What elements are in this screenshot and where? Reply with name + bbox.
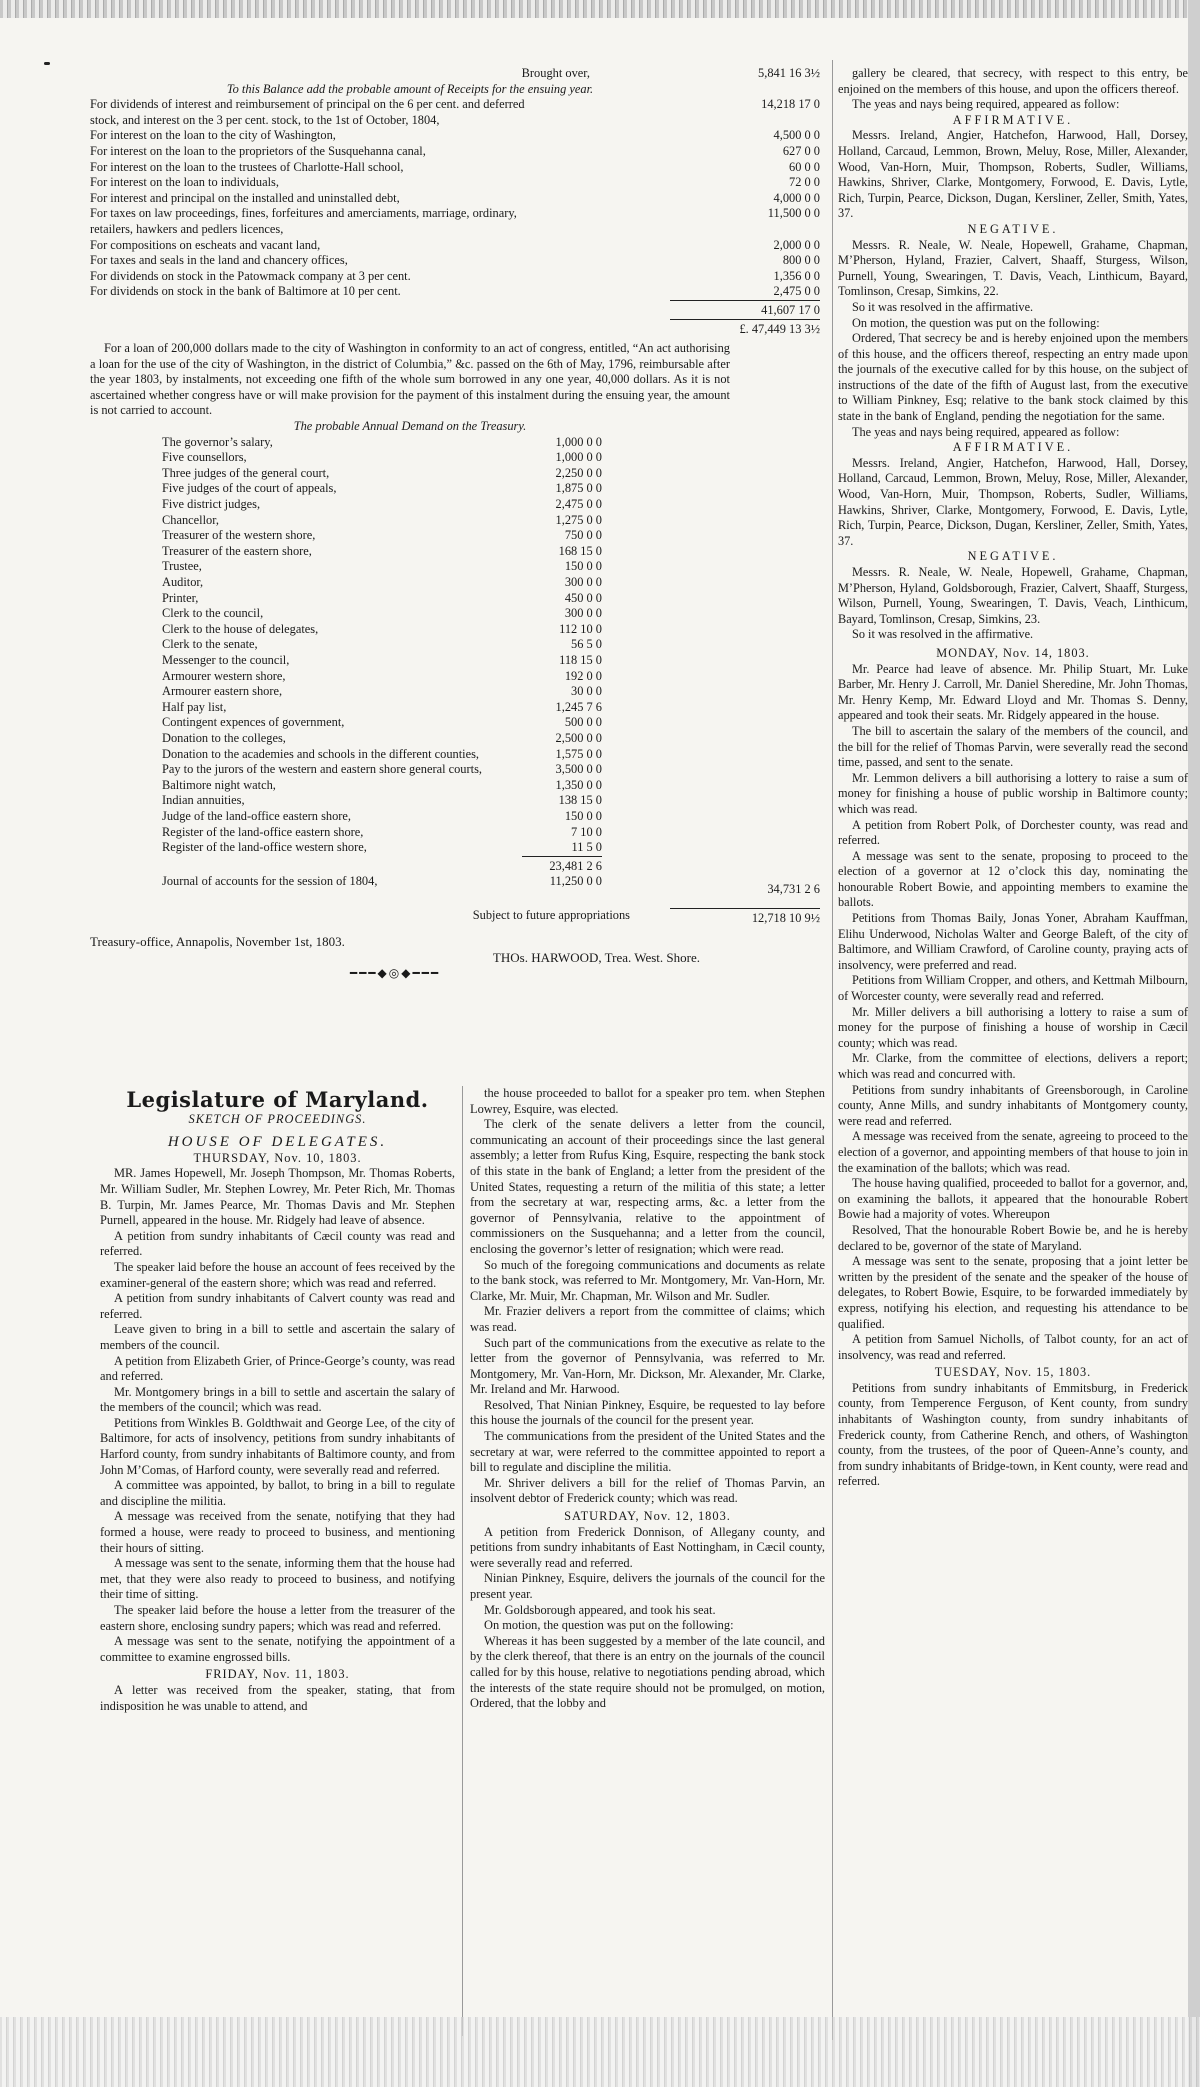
proceeding-paragraph: Ordered, That secrecy be and is hereby enjoined upon the members of this house, and the officers thereof, respecting an entry made upon the journals of the executive called for by this house, on the subject of instructions of the date of the fifth of August last, from the executive to William Pinkney, Esq; relative to the bank stock claimed by this state in the bank of England, pending the negotiation for the same.: [838, 331, 1188, 424]
line-item-amount: 1,350 0 0: [555, 777, 602, 792]
column-rule: [832, 60, 833, 2040]
line-item-amount: 112 10 0: [559, 621, 602, 636]
proceeding-paragraph: Mr. Miller delivers a bill authorising a lottery to raise a sum of money for the purpose of finishing a house of worship in Cæcil county; which was read.: [838, 1004, 1188, 1050]
line-item-label: The governor’s salary,: [162, 434, 273, 449]
proceeding-paragraph: Petitions from sundry inhabitants of Greensborough, in Caroline county, Anne Mills, and sundry inhabitants of Montgomery county, were read and referred.: [838, 1082, 1188, 1128]
future-value: 12,718 10 9½: [670, 908, 820, 926]
demand-row: [162, 731, 602, 747]
line-item-amount: 150 0 0: [564, 559, 602, 574]
proceeding-paragraph: Ninian Pinkney, Esquire, delivers the journals of the council for the present year.: [470, 1571, 825, 1601]
line-item-amount: 56 5 0: [571, 637, 602, 652]
receipts-heading: To this Balance add the probable amount of Receipts for the ensuing year.: [226, 81, 594, 96]
demand-row: [162, 435, 602, 451]
negative-label-2: NEGATIVE.: [967, 549, 1059, 564]
negative-label-1: NEGATIVE.: [967, 221, 1059, 236]
line-item-amount: 4,000 0 0: [773, 190, 820, 205]
column-3-paragraphs-c: [838, 662, 1188, 1364]
scan-edge-bottom: [0, 2017, 1200, 2087]
proceeding-paragraph: Mr. Frazier delivers a report from the committee of claims; which was read.: [470, 1304, 825, 1334]
line-item-amount: 627 0 0: [782, 143, 820, 158]
demand-row: [162, 466, 602, 482]
ornament-divider: ━━━◆◎◆━━━: [349, 965, 441, 980]
proceeding-paragraph: A message was received from the senate, agreeing to proceed to the election of a governor, and appointing members of that house to join in the examination of the ballots; which was read.: [838, 1129, 1188, 1175]
line-item-label: Register of the land-office eastern shore,: [162, 824, 364, 839]
scan-edge-top: [0, 0, 1200, 18]
line-item-amount: 2,475 0 0: [773, 284, 820, 299]
demand-row: [162, 513, 602, 529]
line-item-amount: 1,245 7 6: [555, 699, 602, 714]
line-item-label: Treasurer of the western shore,: [162, 528, 316, 543]
column-3-paragraphs-b: [838, 300, 1188, 440]
line-item-amount: 30 0 0: [571, 684, 602, 699]
line-item-label: Armourer western shore,: [162, 668, 286, 683]
line-item-label: Judge of the land-office eastern shore,: [162, 808, 351, 823]
brought-over-row: [90, 66, 820, 82]
proceeding-paragraph: A petition from Samuel Nicholls, of Talbot county, for an act of insolvency, was read and referred.: [838, 1332, 1188, 1362]
negative-list-1: Messrs. R. Neale, W. Neale, Hopewell, Grahame, Chapman, M’Pherson, Hyland, Frazier, Calvert, Shaaff, Sturgess, Wilson, Purnell, Young, Swearingen, T. Davis, Veach, Linthicum, Bayard, Tomlinson, Cresap, Simkins, 22.: [838, 237, 1188, 299]
line-item-label: Five judges of the court of appeals,: [162, 481, 337, 496]
affirmative-label-2: AFFIRMATIVE.: [952, 440, 1074, 455]
loan-paragraph: For a loan of 200,000 dollars made to the city of Washington in conformity to an act of congress, entitled, “An act authorising a loan for the use of the city of Washington, in the district of Columbia,” &c. passed on the 6th of May, 1796, reimbursable after the year 1803, by instalments, not exceeding one fifth of the whole sum borrowed in any one year, 40,000 dollars. As it is not ascertained whether congress have or will make provision for the payment of this instalment during the ensuing year, the amount is not carried to account.: [90, 341, 730, 418]
line-item-label: Donation to the academies and schools in the different counties,: [162, 746, 480, 761]
line-item-label: Messenger to the council,: [162, 652, 290, 667]
line-item-label: For compositions on escheats and vacant land,: [90, 237, 321, 252]
tuesday-paragraph: Petitions from sundry inhabitants of Emmitsburg, in Frederick county, from Temperence Ferguson, of Kent county, from sundry inhabitants of Washington county, from sundry inhabitants of Frederick county, from Catherine Rench, and others, of Washington county, from the trustees, of the poor of Queen-Anne’s county, and from sundry inhabitants of Bridge-town, in Kent county, were read and referred.: [838, 1380, 1188, 1489]
line-item-amount: 1,875 0 0: [555, 481, 602, 496]
proceeding-paragraph: Petitions from William Cropper, and others, and Kettmah Milbourn, of Worcester county, were severally read and referred.: [838, 973, 1188, 1004]
receipts-row: [90, 191, 820, 207]
line-item-amount: 192 0 0: [564, 668, 602, 683]
proceeding-paragraph: So it was resolved in the affirmative.: [852, 299, 1034, 314]
receipts-row: [90, 97, 820, 128]
line-item-amount: 3,500 0 0: [555, 762, 602, 777]
receipts-row: [90, 128, 820, 144]
demand-heading: The probable Annual Demand on the Treasury.: [293, 419, 527, 434]
line-item-amount: 1,275 0 0: [555, 512, 602, 527]
proceeding-paragraph: The yeas and nays being required, appeared as follow:: [852, 97, 1120, 112]
demand-row: [162, 669, 602, 685]
proceeding-paragraph: On motion, the question was put on the following:: [852, 315, 1100, 330]
demand-row: [162, 684, 602, 700]
resolved-2: So it was resolved in the affirmative.: [852, 627, 1034, 642]
brought-over-value: 5,841 16 3½: [758, 66, 820, 80]
line-item-label: Indian annuities,: [162, 793, 245, 808]
line-item-label: For interest and principal on the installed and uninstalled debt,: [90, 190, 400, 205]
proceeding-paragraph: Petitions from Thomas Baily, Jonas Yoner, Abraham Kauffman, Elihu Underwood, Nicholas Walter and George Baleft, of the city of Baltimore, and William Crawford, of Caroline county, praying acts of insolvency, were preferred and read.: [838, 911, 1188, 972]
column-rule: [462, 1086, 463, 2036]
demand-row: [162, 559, 602, 575]
line-item-amount: 60 0 0: [789, 159, 820, 174]
receipts-row: [90, 284, 820, 300]
line-item-amount: 150 0 0: [564, 808, 602, 823]
proceeding-paragraph: A petition from Robert Polk, of Dorchester county, was read and referred.: [838, 817, 1188, 848]
demand-row: [162, 778, 602, 794]
demand-total: 34,731 2 6: [767, 882, 820, 897]
line-item-label: For interest on the loan to the city of Washington,: [90, 128, 336, 143]
legislature-column-1: [100, 1086, 455, 1714]
demand-row: [162, 591, 602, 607]
demand-row: [162, 762, 602, 778]
budget-section: [90, 66, 820, 981]
demand-row: [162, 622, 602, 638]
receipts-row: [90, 206, 820, 237]
line-item-amount: 500 0 0: [564, 715, 602, 730]
proceeding-paragraph: Mr. Shriver delivers a bill for the relief of Thomas Parvin, an insolvent debtor of Frederick county; which was read.: [470, 1475, 825, 1506]
proceeding-paragraph: The house having qualified, proceeded to ballot for a governor, and, on examining the ballots, it appeared that the honourable Robert Bowie had a majority of votes. Whereupon: [838, 1176, 1188, 1222]
proceeding-paragraph: The yeas and nays being required, appeared as follow:: [852, 424, 1120, 439]
receipts-row: [90, 238, 820, 254]
line-item-amount: 750 0 0: [564, 528, 602, 543]
line-item-label: For dividends on stock in the Patowmack company at 3 per cent.: [90, 268, 411, 283]
demand-row: [162, 700, 602, 716]
demand-row: [162, 606, 602, 622]
future-row: [90, 908, 820, 927]
line-item-label: For interest on the loan to individuals,: [90, 175, 279, 190]
date-tuesday: TUESDAY, Nov. 15, 1803.: [934, 1365, 1092, 1380]
proceeding-paragraph: MR. James Hopewell, Mr. Joseph Thompson, Mr. Thomas Roberts, Mr. William Sudler, Mr. Stephen Lowrey, Mr. Peter Rich, Mr. Thomas B. Turpin, Mr. James Pearce, Mr. Thomas Davis and Mr. Stephen Purnell, appeared in the house. Mr. Ridgely had leave of absence.: [100, 1166, 455, 1228]
proceeding-paragraph: A petition from Frederick Donnison, of Allegany county, and petitions from sundry inhabitants of East Nottingham, in Cæcil county, were severally read and referred.: [470, 1524, 825, 1570]
date-thursday: THURSDAY, Nov. 10, 1803.: [193, 1150, 362, 1165]
proceeding-paragraph: A message was received from the senate, notifying that they had formed a house, were ready to proceed to business, and mentioning their hours of sitting.: [100, 1509, 455, 1555]
receipts-subtotal: 41,607 17 0: [670, 300, 820, 319]
line-item-amount: 1,575 0 0: [555, 746, 602, 761]
proceeding-paragraph: A message was sent to the senate, proposing to proceed to the election of a governor at 12 o’clock this day, nominating the honourable Robert Bowie, and appointing members to examine the ballots.: [838, 848, 1188, 910]
proceeding-paragraph: The speaker laid before the house an account of fees received by the examiner-general of the eastern shore; which was read and referred.: [100, 1259, 455, 1290]
line-item-amount: 2,475 0 0: [555, 497, 602, 512]
affirmative-label-1: AFFIRMATIVE.: [952, 112, 1074, 127]
line-item-label: Armourer eastern shore,: [162, 684, 283, 699]
line-item-label: Donation to the colleges,: [162, 730, 286, 745]
column-1-paragraphs: [100, 1166, 455, 1665]
receipts-row: [90, 269, 820, 285]
brought-over-label: Brought over,: [521, 66, 590, 80]
treasurer-signature: THOs. HARWOOD, Trea. West. Shore.: [492, 950, 700, 966]
proceeding-paragraph: Mr. Goldsborough appeared, and took his seat.: [484, 1602, 716, 1617]
proceeding-paragraph: A petition from sundry inhabitants of Calvert county was read and referred.: [100, 1291, 455, 1321]
demand-row: [162, 747, 602, 763]
legislature-column-2: [470, 1086, 825, 1712]
demand-totals: [162, 856, 820, 898]
demand-row: [162, 825, 602, 841]
receipts-total: £. 47,449 13 3½: [670, 319, 820, 337]
proceeding-paragraph: Mr. Montgomery brings in a bill to settle and ascertain the salary of the members of the council; which was read.: [100, 1384, 455, 1415]
proceeding-paragraph: Leave given to bring in a bill to settle and ascertain the salary of members of the council.: [100, 1322, 455, 1352]
line-item-amount: 138 15 0: [558, 793, 602, 808]
proceeding-paragraph: A message was sent to the senate, notifying the appointment of a committee to examine engrossed bills.: [100, 1634, 455, 1664]
proceeding-paragraph: The communications from the president of the United States and the secretary at war, were referred to the committee appointed to report a bill to regulate and discipline the militia.: [470, 1429, 825, 1475]
demand-row: [162, 544, 602, 560]
affirmative-list-2: Messrs. Ireland, Angier, Hatchefon, Harwood, Hall, Dorsey, Holland, Carcaud, Lemmon, Brown, Meluy, Rose, Miller, Alexander, Wood, Van-Horn, Muir, Thompson, Roberts, Sudler, Williams, Hawkins, Shriver, Clarke, Montgomery, Forwood, E. Davis, Lytle, Rich, Turpin, Pearce, Dickson, Dugan, Kersliner, Zeller, Smith, Yates, 37.: [838, 455, 1188, 548]
legislature-column-3: [838, 66, 1188, 1490]
demand-row: [162, 637, 602, 653]
proceeding-paragraph: Petitions from Winkles B. Goldthwait and George Lee, of the city of Baltimore, for acts of insolvency, petitions from sundry inhabitants of Harford county, from sundry inhabitants of Baltimore county, and from John M’Comas, of Harford county, were severally read and referred.: [100, 1415, 455, 1477]
demand-subtotal: 23,481 2 6: [522, 856, 602, 874]
line-item-amount: 2,250 0 0: [555, 465, 602, 480]
receipts-row: [90, 175, 820, 191]
line-item-amount: 800 0 0: [782, 253, 820, 268]
line-item-amount: 450 0 0: [564, 590, 602, 605]
proceeding-paragraph: A petition from Elizabeth Grier, of Prince-George’s county, was read and referred.: [100, 1353, 455, 1384]
line-item-label: Five district judges,: [162, 497, 261, 512]
line-item-amount: 1,356 0 0: [773, 268, 820, 283]
legislature-title: Legislature of Maryland.: [126, 1087, 429, 1112]
line-item-label: For dividends on stock in the bank of Baltimore at 10 per cent.: [90, 284, 401, 299]
line-item-amount: 118 15 0: [559, 652, 602, 667]
house-heading: HOUSE OF DELEGATES.: [167, 1134, 388, 1151]
receipts-row: [90, 144, 820, 160]
line-item-label: Pay to the jurors of the western and eastern shore general courts,: [162, 762, 482, 777]
date-monday: MONDAY, Nov. 14, 1803.: [936, 645, 1090, 660]
receipts-row: [90, 253, 820, 269]
proceeding-paragraph: A message was sent to the senate, informing them that the house had met, that they were also ready to proceed to business, and notifying their time of sitting.: [100, 1556, 455, 1602]
proceeding-paragraph: So much of the foregoing communications and documents as relate to the bank stock, was referred to Mr. Montgomery, Mr. Van-Horn, Mr. Clarke, Mr. Muir, Mr. Chapman, Mr. Wilson and Mr. Sudler.: [470, 1257, 825, 1303]
line-item-label: Clerk to the senate,: [162, 637, 258, 652]
office-line: Treasury-office, Annapolis, November 1st, 1803.: [90, 934, 345, 950]
proceeding-paragraph: Resolved, That Ninian Pinkney, Esquire, be requested to lay before this house the journals of the council for the present year.: [470, 1397, 825, 1428]
line-item-amount: 300 0 0: [564, 575, 602, 589]
journal-amount: 11,250 0 0: [549, 874, 602, 889]
line-item-amount: 300 0 0: [564, 606, 602, 621]
demand-row: [162, 450, 602, 466]
demand-row: [162, 840, 602, 856]
column-2-paragraphs-b: [470, 1525, 825, 1712]
legislature-subtitle: SKETCH OF PROCEEDINGS.: [188, 1111, 367, 1126]
line-item-amount: 2,500 0 0: [555, 730, 602, 745]
date-saturday: SATURDAY, Nov. 12, 1803.: [564, 1509, 731, 1524]
line-item-amount: 4,500 0 0: [773, 128, 820, 143]
ink-mark: [44, 62, 50, 65]
scan-edge-right: [1188, 0, 1200, 2087]
proceeding-paragraph: The speaker laid before the house a letter from the treasurer of the eastern shore, enclosing sundry papers; which was read and referred.: [100, 1603, 455, 1633]
line-item-label: Register of the land-office western shore,: [162, 840, 367, 855]
demand-row: [162, 809, 602, 825]
proceeding-paragraph: gallery be cleared, that secrecy, with respect to this entry, be enjoined on the members of this house, and upon the officers thereof.: [838, 66, 1188, 96]
demand-row: [162, 653, 602, 669]
line-item-label: For dividends of interest and reimbursement of principal on the 6 per cent. and deferred stock, and interest on the 3 per cent. stock, to the 1st of October, 1804,: [90, 97, 525, 127]
line-item-amount: 1,000 0 0: [555, 450, 602, 465]
proceeding-paragraph: The clerk of the senate delivers a letter from the council, communicating an account of their proceedings since the last general assembly; a letter from Rufus King, Esquire, respecting the bank stock of this state in the bank of England; a letter from the president of the United States, requesting a return of the militia of this state; a letter from the secretary at war, respecting arms, &c. a letter from the governor of Pennsylvania, relative to the appointment of commissioners on the Susquehanna; and a letter from the council, enclosing the governor’s letter of resignation; which were read.: [470, 1117, 825, 1256]
line-item-label: For interest on the loan to the proprietors of the Susquehanna canal,: [90, 143, 426, 158]
proceeding-paragraph: Mr. Lemmon delivers a bill authorising a lottery to raise a sum of money for finishing a house of public worship in Baltimore county; which was read.: [838, 770, 1188, 816]
demand-table: [162, 435, 602, 856]
line-item-label: Auditor,: [162, 575, 204, 589]
proceeding-paragraph: the house proceeded to ballot for a speaker pro tem. when Stephen Lowrey, Esquire, was elected.: [470, 1086, 825, 1116]
demand-row: [162, 497, 602, 513]
proceeding-paragraph: A petition from sundry inhabitants of Cæcil county was read and referred.: [100, 1228, 455, 1259]
demand-row: [162, 481, 602, 497]
line-item-amount: 1,000 0 0: [555, 434, 602, 449]
journal-label: Journal of accounts for the session of 1804,: [162, 874, 378, 889]
line-item-label: Three judges of the general court,: [162, 465, 330, 480]
proceeding-paragraph: A committee was appointed, by ballot, to bring in a bill to regulate and discipline the militia.: [100, 1478, 455, 1508]
receipts-row: [90, 160, 820, 176]
friday-paragraph: A letter was received from the speaker, stating, that from indisposition he was unable to attend, and: [100, 1682, 455, 1713]
line-item-amount: 7 10 0: [571, 824, 602, 839]
line-item-label: Chancellor,: [162, 512, 219, 527]
line-item-label: Half pay list,: [162, 699, 227, 714]
receipts-table: [90, 97, 820, 300]
demand-row: [162, 575, 602, 591]
demand-row: [162, 793, 602, 809]
proceeding-paragraph: Mr. Clarke, from the committee of elections, delivers a report; which was read and concurred with.: [838, 1051, 1188, 1081]
line-item-label: For taxes and seals in the land and chancery offices,: [90, 253, 348, 268]
column-3-paragraphs-a: [838, 66, 1188, 113]
line-item-label: Five counsellors,: [162, 450, 247, 465]
proceeding-paragraph: Mr. Pearce had leave of absence. Mr. Philip Stuart, Mr. Luke Barber, Mr. Henry J. Carroll, Mr. Daniel Sheredine, Mr. John Thomas, Mr. Henry Kemp, Mr. Edward Lloyd and Mr. Thomas S. Denny, appeared and took their seats. Mr. Ridgely appeared in the house.: [838, 661, 1188, 723]
line-item-label: For taxes on law proceedings, fines, forfeitures and amerciaments, marriage, ordinary, retailers, hawkers and pedlers licences,: [90, 206, 517, 236]
line-item-amount: 11 5 0: [571, 840, 602, 855]
line-item-amount: 2,000 0 0: [773, 237, 820, 252]
line-item-label: Trustee,: [162, 559, 202, 574]
line-item-label: Printer,: [162, 590, 199, 605]
line-item-label: Baltimore night watch,: [162, 777, 276, 792]
proceeding-paragraph: The bill to ascertain the salary of the members of the council, and the bill for the relief of Thomas Parvin, were severally read the second time, passed, and sent to the senate.: [838, 723, 1188, 770]
line-item-amount: 72 0 0: [789, 175, 820, 190]
proceeding-paragraph: Such part of the communications from the executive as relate to the letter from the governor of Pennsylvania, was referred to Mr. Montgomery, Mr. Van-Horn, Mr. Dickson, Mr. Alexander, Mr. Clarke, Mr. Ireland and Mr. Harwood.: [470, 1335, 825, 1397]
line-item-label: Contingent expences of government,: [162, 715, 345, 730]
line-item-amount: 168 15 0: [558, 543, 602, 558]
proceeding-paragraph: A message was sent to the senate, proposing that a joint letter be written by the president of the senate and the speaker of the house of delegates, to Robert Bowie, Esquire, to be forwarded immediately by express, notifying his election, and requesting his attendance to be qualified.: [838, 1254, 1188, 1331]
negative-list-2: Messrs. R. Neale, W. Neale, Hopewell, Grahame, Chapman, M’Pherson, Hyland, Goldsborough, Frazier, Calvert, Shaaff, Sturgess, Wilson, Purnell, Young, Swearingen, T. Davis, Veach, Linthicum, Bayard, Tomlinson, Cresap, Simkins, 23.: [838, 565, 1188, 626]
demand-row: [162, 528, 602, 544]
line-item-label: For interest on the loan to the trustees of Charlotte-Hall school,: [90, 159, 404, 174]
line-item-amount: 14,218 17 0: [761, 97, 820, 112]
proceeding-paragraph: On motion, the question was put on the following:: [484, 1618, 734, 1633]
future-label: Subject to future appropriations: [472, 908, 630, 923]
proceeding-paragraph: Whereas it has been suggested by a member of the late council, and by the clerk thereof, that there is an entry on the journals of the council called for by this house, relative to negotiations pending abroad, which the interests of the state require should not be promulged, on motion, Ordered, that the lobby and: [470, 1633, 825, 1711]
line-item-label: Treasurer of the eastern shore,: [162, 543, 312, 558]
proceeding-paragraph: Resolved, That the honourable Robert Bowie be, and he is hereby declared to be, governor of the state of Maryland.: [838, 1222, 1188, 1253]
line-item-label: Clerk to the house of delegates,: [162, 621, 319, 636]
date-friday: FRIDAY, Nov. 11, 1803.: [205, 1667, 350, 1682]
line-item-label: Clerk to the council,: [162, 606, 264, 621]
affirmative-list-1: Messrs. Ireland, Angier, Hatchefon, Harwood, Hall, Dorsey, Holland, Carcaud, Lemmon, Brown, Meluy, Rose, Miller, Alexander, Wood, Van-Horn, Muir, Thompson, Roberts, Sudler, Williams, Hawkins, Shriver, Clarke, Montgomery, Forwood, E. Davis, Lytle, Rich, Turpin, Pearce, Dickson, Dugan, Kersliner, Zeller, Smith, Yates, 37.: [838, 128, 1188, 221]
column-2-paragraphs-a: [470, 1086, 825, 1507]
receipts-totals: [90, 300, 820, 337]
demand-row: [162, 715, 602, 731]
line-item-amount: 11,500 0 0: [767, 206, 820, 221]
